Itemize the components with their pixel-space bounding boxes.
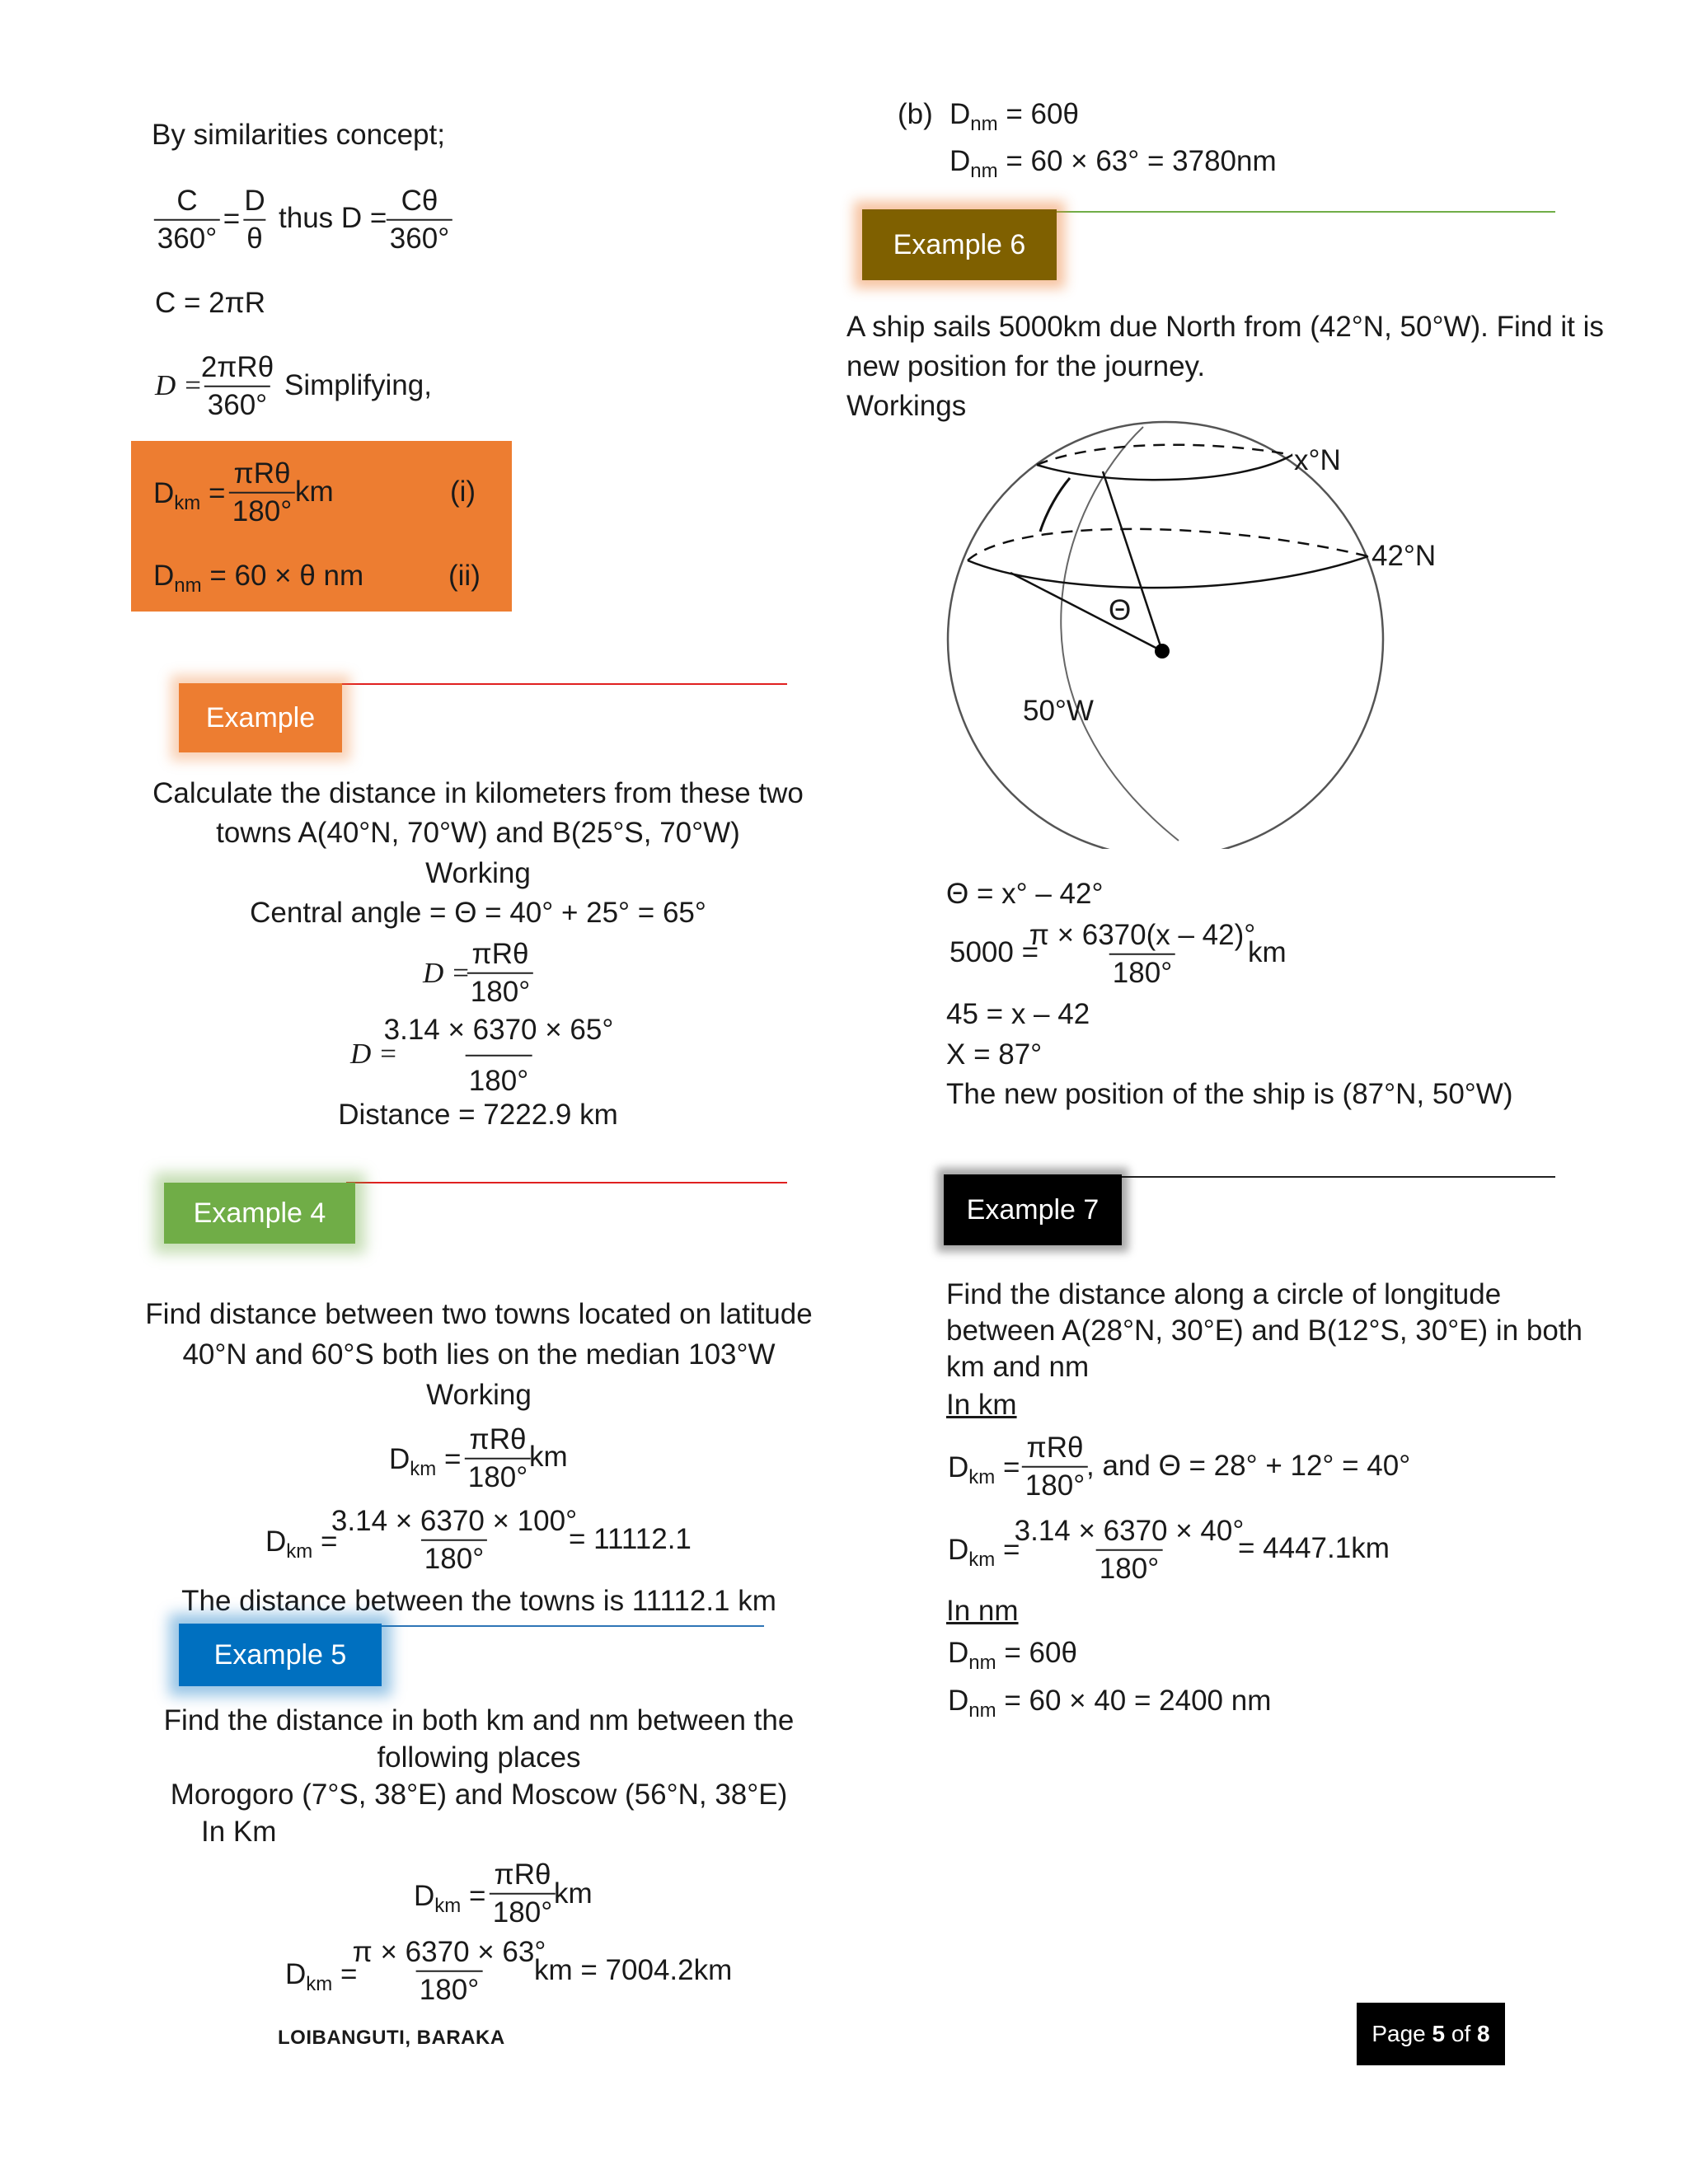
example5-f1-unit: km	[554, 1877, 593, 1910]
fraction-c-over-360	[154, 185, 220, 256]
example-fraction-2	[381, 1014, 617, 1099]
numerator: πRθ	[471, 937, 529, 970]
example5-question-line1: Find the distance in both km and nm between the	[163, 1704, 795, 1736]
numerator: 2πRθ	[200, 350, 274, 383]
example7-question-line3: km and nm	[946, 1351, 1090, 1383]
example4-f2-lhs: $D_{km}$ =	[265, 1526, 338, 1563]
denominator: 360°	[154, 219, 220, 255]
example6-eq3: 45 = x – 42	[946, 998, 1090, 1030]
circumference-formula: C = 2πR	[155, 287, 266, 319]
example6-workings-label: Workings	[846, 390, 967, 422]
box-formula-1-lhs: $D_{km}$ =	[153, 477, 226, 514]
example5-f2-result: km = 7004.2km	[534, 1954, 733, 1986]
example4-f1-unit: km	[529, 1441, 568, 1473]
example5-fraction-1	[490, 1858, 556, 1930]
example-rule	[330, 683, 787, 685]
example6-eq1: Θ = x° – 42°	[946, 878, 1104, 910]
example6-eq2-unit: km	[1248, 936, 1287, 968]
denominator: 180°	[416, 1971, 482, 2007]
d-lhs: D =	[155, 369, 203, 401]
denominator: 180°	[229, 492, 295, 528]
example4-f2-result: = 11112.1	[569, 1523, 692, 1555]
globe-diagram	[940, 420, 1401, 849]
example7-f2-lhs: $D_{km}$ =	[948, 1534, 1020, 1571]
fraction-2pir-theta	[198, 351, 277, 423]
example5-f1-lhs: $D_{km}$ =	[414, 1880, 486, 1917]
numerator: πRθ	[469, 1422, 527, 1455]
example-question-line2: towns A(40°N, 70°W) and B(25°S, 70°W)	[216, 817, 740, 849]
denominator: 180°	[490, 1893, 556, 1929]
box-fraction-1	[229, 457, 295, 529]
globe-center-point	[1155, 644, 1170, 658]
example-f1-lhs: D =	[423, 957, 471, 989]
example4-fraction-2	[328, 1505, 580, 1577]
denominator: 180°	[1109, 954, 1175, 990]
example4-working-label: Working	[426, 1379, 532, 1411]
box-formula-1-unit: km	[295, 476, 334, 508]
example7-f1-rest: , and Θ = 28° + 12° = 40°	[1086, 1450, 1411, 1482]
numerator: π × 6370(x – 42)°	[1029, 918, 1256, 951]
denominator: 180°	[466, 1055, 532, 1098]
simplifying-text: Simplifying,	[284, 369, 432, 401]
denominator: 360°	[387, 219, 452, 255]
parallel-xn-back	[1037, 445, 1292, 465]
example4-answer: The distance between the towns is 11112.1 km	[181, 1585, 776, 1617]
intro-text: By similarities concept;	[152, 119, 445, 151]
thus-text: thus D =	[279, 202, 387, 234]
example7-rule	[1121, 1176, 1555, 1178]
denominator: 180°	[467, 972, 533, 1009]
example4-fraction-1	[465, 1423, 531, 1495]
example7-badge: Example 7	[944, 1174, 1122, 1245]
example6-rule	[1055, 211, 1555, 213]
equals-sign: =	[223, 203, 241, 235]
example5-badge: Example 5	[179, 1624, 382, 1686]
numerator: D	[244, 184, 265, 217]
page-number-box: Page 5 of 8	[1357, 2003, 1505, 2065]
box-formula-2-tag: (ii)	[448, 560, 481, 592]
box-formula-2: $D_{nm} = 60 \times \theta$ nm	[153, 560, 364, 597]
author-name: LOIBANGUTI, BARAKA	[278, 2027, 505, 2049]
numerator: 3.14 × 6370 × 65°	[383, 1013, 614, 1046]
example5-places: Morogoro (7°S, 38°E) and Moscow (56°N, 38°E)	[170, 1779, 788, 1811]
globe-outline	[948, 422, 1383, 849]
example6-eq2-fraction	[1026, 919, 1259, 991]
denominator: 180°	[421, 1540, 487, 1576]
example-distance-result: Distance = 7222.9 km	[338, 1099, 618, 1131]
parallel-42n-front	[968, 556, 1368, 588]
example5-question-line2: following places	[377, 1741, 581, 1774]
example5-fraction-2	[349, 1936, 550, 2008]
numerator: 3.14 × 6370 × 100°	[331, 1504, 578, 1537]
box-formula-1-tag: (i)	[450, 476, 476, 508]
meridian-arc	[1061, 427, 1179, 841]
example7-fraction-2	[1011, 1515, 1248, 1586]
example7-in-nm-label: In nm	[946, 1595, 1019, 1627]
example-badge: Example	[179, 683, 342, 752]
example-fraction-1	[467, 938, 533, 1010]
example-working-label: Working	[425, 857, 531, 889]
example5-f2-lhs: $D_{km}$ =	[285, 1958, 358, 1995]
example4-badge: Example 4	[164, 1183, 355, 1244]
denominator: θ	[243, 219, 265, 255]
numerator: πRθ	[233, 457, 291, 490]
parallel-42n-back	[968, 529, 1368, 560]
example4-question-line2: 40°N and 60°S both lies on the median 103°W	[182, 1338, 776, 1371]
numerator: πRθ	[494, 1858, 551, 1891]
example5-in-km-label: In Km	[201, 1816, 277, 1848]
numerator: πRθ	[1026, 1431, 1084, 1464]
example7-question-line2: between A(28°N, 30°E) and B(12°S, 30°E) in both	[946, 1315, 1582, 1347]
example7-nm-formula-1: $D_{nm} = 60\theta$	[948, 1637, 1077, 1674]
numerator: C	[176, 184, 198, 217]
example4-rule	[346, 1182, 787, 1183]
example6-eq4: X = 87°	[946, 1038, 1043, 1071]
example7-in-km-label: In km	[946, 1389, 1017, 1421]
example7-fraction-1	[1022, 1432, 1088, 1503]
example5-nm-formula-2: $D_{nm} = 60 \times 63^\circ = 3780nm$	[950, 145, 1277, 182]
example6-badge: Example 6	[862, 209, 1057, 280]
example5-part-b-label: (b)	[898, 98, 933, 130]
numerator: 3.14 × 6370 × 40°	[1014, 1514, 1245, 1547]
denominator: 360°	[204, 386, 270, 422]
example7-f2-result: = 4447.1km	[1238, 1532, 1390, 1564]
numerator: Cθ	[401, 184, 438, 217]
fraction-d-over-theta	[241, 185, 268, 256]
numerator: π × 6370 × 63°	[352, 1935, 546, 1968]
denominator: 180°	[1096, 1549, 1162, 1586]
denominator: 180°	[1022, 1466, 1088, 1502]
example6-question-line2: new position for the journey.	[846, 350, 1206, 382]
example-question-line1: Calculate the distance in kilometers from these two	[152, 777, 804, 809]
fraction-c-theta-over-360	[387, 185, 452, 256]
denominator: 180°	[465, 1458, 531, 1494]
example-f2-lhs: D =	[350, 1038, 398, 1070]
example7-question-line1: Find the distance along a circle of longitude	[946, 1278, 1502, 1310]
example6-answer: The new position of the ship is (87°N, 50°W)	[946, 1078, 1513, 1110]
example7-nm-formula-2: $D_{nm} = 60 \times 40 = 2400$ nm	[948, 1685, 1272, 1722]
parallel-xn-front	[1037, 455, 1292, 480]
example6-eq2-lhs: 5000 =	[950, 936, 1039, 968]
example5-nm-formula-1: $D_{nm} = 60\theta$	[950, 98, 1079, 135]
example7-f1-lhs: $D_{km}$ =	[948, 1451, 1020, 1488]
example6-question-line1: A ship sails 5000km due North from (42°N, 50°W). Find it is	[846, 311, 1604, 343]
label-50w: 50°W	[1023, 695, 1094, 727]
example4-f1-lhs: $D_{km}$ =	[389, 1443, 462, 1480]
label-theta: Θ	[1109, 594, 1132, 626]
example4-question-line1: Find distance between two towns located on latitude	[145, 1298, 813, 1330]
example-central-angle: Central angle = Θ = 40° + 25° = 65°	[250, 897, 706, 929]
travel-arc	[1040, 478, 1070, 532]
label-xn: x°N	[1294, 444, 1341, 476]
label-42n: 42°N	[1372, 540, 1437, 572]
